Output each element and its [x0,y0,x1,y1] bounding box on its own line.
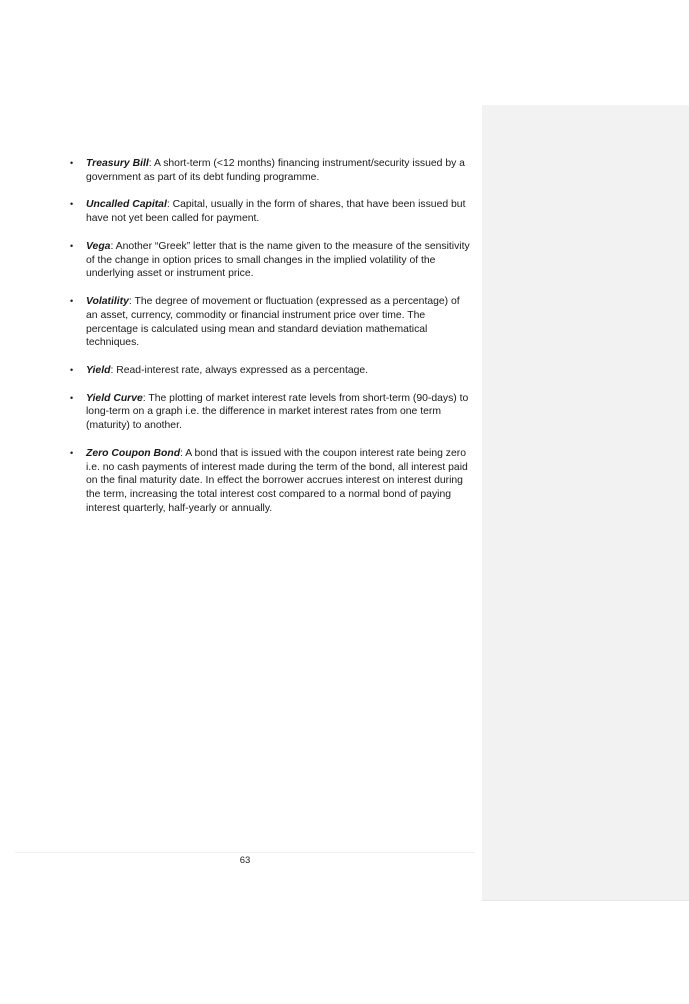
footer-divider [15,852,475,853]
glossary-term: Uncalled Capital [86,199,167,211]
glossary-term: Volatility [86,295,129,307]
glossary-entry-zero-coupon-bond [70,447,472,516]
glossary-definition: : A bond that is issued with the coupon interest rate being zero i.e. no cash payments of interest made during the term of the bond, all interest paid on the final maturity date. In effect the borrower accrues interest on interest during the term, increasing the total interest cost compared to a normal bond of paying interest quarterly, half-yearly or annually. [86,447,468,514]
glossary-entry-vega [70,240,472,281]
bullet-icon: • [70,295,74,306]
glossary-list [70,157,472,530]
page-number: 63 [239,855,251,866]
bullet-icon: • [70,199,74,210]
bullet-icon: • [70,447,74,458]
bullet-icon: • [70,240,74,251]
glossary-entry-uncalled-capital [70,198,472,226]
glossary-term: Zero Coupon Bond [86,447,181,459]
glossary-definition: : The degree of movement or fluctuation (expressed as a percentage) of an asset, currency, commodity or financial instrument price over time. The percentage is calculated using mean and standard deviation mathematical techniques. [86,295,460,349]
comment-pane [482,105,689,901]
bullet-icon: • [70,392,74,403]
glossary-definition: : Another “Greek” letter that is the name given to the measure of the sensitivity of the change in option prices to small changes in the implied volatility of the underlying asset or instrument price. [86,240,470,280]
glossary-term: Treasury Bill [86,158,149,169]
bullet-icon: • [70,158,74,168]
bullet-icon: • [70,364,74,375]
glossary-definition: : Capital, usually in the form of shares, that have been issued but have not yet been called for payment. [86,199,466,225]
glossary-entry-treasury-bill [70,157,472,185]
glossary-definition: : The plotting of market interest rate levels from short-term (90-days) to long-term on a graph i.e. the difference in market interest rates from one term (maturity) to another. [86,392,469,432]
glossary-term: Vega [86,240,111,252]
glossary-entry-yield-curve [70,392,472,433]
glossary-entry-volatility [70,295,472,350]
glossary-term: Yield Curve [86,392,143,404]
glossary-entry-yield [70,364,472,378]
glossary-definition: : A short-term (<12 months) financing instrument/security issued by a government as part of its debt funding programme. [86,158,465,183]
glossary-definition: : Read-interest rate, always expressed as a percentage. [110,364,369,376]
glossary-term: Yield [86,364,111,376]
